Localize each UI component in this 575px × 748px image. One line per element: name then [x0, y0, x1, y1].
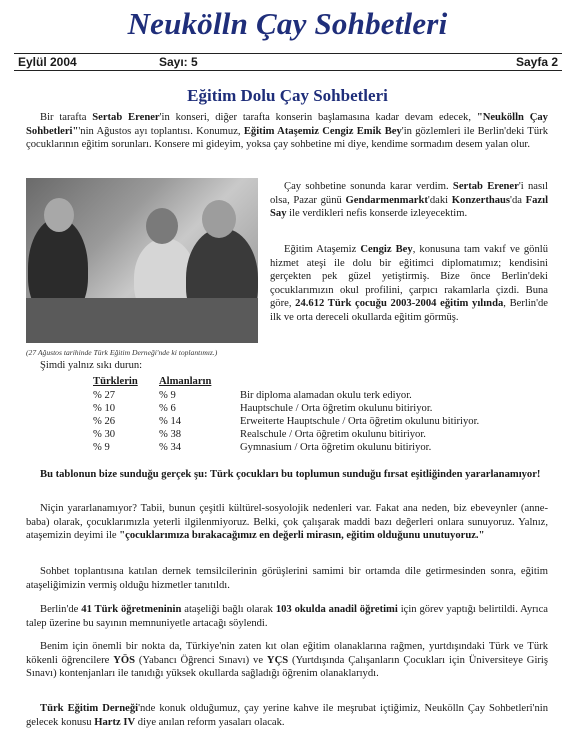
table-intro: Şimdi yalnız sıkı durun:	[40, 360, 143, 371]
header-turks: Türklerin	[93, 376, 138, 387]
masthead-title: Neukölln Çay Sohbetleri	[127, 6, 448, 41]
cell-de: % 14	[159, 416, 182, 427]
issue-number: Sayı: 5	[159, 55, 198, 69]
cell-desc: Gymnasium / Orta öğretim okulunu bitiriyor.	[240, 442, 432, 453]
cell-tr: % 27	[93, 390, 116, 401]
event-photo	[26, 178, 258, 343]
cell-tr: % 30	[93, 429, 116, 440]
issue-bar	[14, 53, 562, 71]
paragraph-attache: Eğitim Ataşemiz Cengiz Bey, konusuna tam vakıf ve gönlü hizmet ateşi ile dolu bir eğitimci diplomatımız; kendisini gerçekten pek güzel yetiştirmiş. Bize önce Berlin'deki çocuklarımızın okul profilini, çarpıcı rakamlarla çizdi. Buna göre, 24.612 Türk çocuğu 2003-2004 eğitim yılında, Berlin'de ilk ve orta dereceli okullarda eğitim görmüş.	[270, 244, 548, 323]
header-germans: Almanların	[159, 376, 212, 387]
paragraph-teachers: Berlin'de 41 Türk öğretmeninin ataşeliği bağlı olarak 103 okulda anadil öğretimi için görev yaptığı belirtildi. Ayrıca talep üzerine bu sayının memnuniyetle artacağı söylendi.	[26, 604, 548, 629]
paragraph-intro: Bir tarafta Sertab Erener'in konseri, diğer tarafta konserin başlamasına kadar devam edecek, "Neukölln Çay Sohbetleri"'nin Ağustos ayı toplantısı. Konumuz, Eğitim Ataşemiz Cengiz Emik Bey'in gözlemleri ile Berlin'deki Türk çocuklarının eğitim sorunları. Konsere mi gideyim, yoksa çay sohbetine mi diye, kendime sormadım desem yalan olur.	[26, 112, 548, 150]
cell-de: % 9	[159, 390, 176, 401]
cell-desc: Erweiterte Hauptschule / Orta öğretim okulunu bitiriyor.	[240, 416, 480, 427]
paragraph-reasons: Niçin yararlanamıyor? Tabii, bunun çeşitli kültürel-sosyolojik nedenleri var. Fakat ana neden, biz ebeveynler (anne-baba) olarak, çocuklarımızla yeterli ilgilenmiyoruz. Belki, çok çalışarak maddi bazı değerleri onlara sunuyoruz. Yalnız, ataşemizin deyimi ile "çocuklarımıza bırakacağımız en değerli mirasın, eğitim olduğunu unutuyoruz."	[26, 503, 548, 541]
paragraph-next-topic: Türk Eğitim Derneği'nde konuk olduğumuz, çay yerine kahve ile meşrubat içtiğimiz, Neukölln Çay Sohbetleri'nin gelecek konusu Hartz IV diye anılan reform yasaları olacak.	[26, 703, 549, 728]
issue-date: Eylül 2004	[18, 55, 77, 69]
cell-tr: % 10	[93, 403, 116, 414]
paragraph-conclusion: Bu tablonun bize sunduğu gerçek şu: Türk çocukları bu toplumun sunduğu fırsat eşitliğinden yararlanamıyor!	[40, 469, 541, 480]
cell-desc: Realschule / Orta öğretim okulunu bitiriyor.	[240, 429, 426, 440]
photo-caption: (27 Ağustos tarihinde Türk Eğitim Derneği'nde ki toplantımız.)	[26, 348, 218, 357]
article-headline: Eğitim Dolu Çay Sohbetleri	[187, 86, 388, 105]
cell-desc: Hauptschule / Orta öğretim okulunu bitiriyor.	[240, 403, 433, 414]
page-number: Sayfa 2	[515, 55, 558, 69]
cell-desc: Bir diploma alamadan okulu terk ediyor.	[240, 390, 412, 401]
cell-tr: % 26	[93, 416, 116, 427]
paragraph-decision: Çay sohbetine sonunda karar verdim. Sertab Erener'i nasıl olsa, Pazar günü Gendarmenmarkt'daki Konzerthaus'da Fazıl Say ile verdikleri nefis konserde izleyecektim.	[270, 181, 549, 219]
paragraph-exams: Benim için önemli bir nokta da, Türkiye'nin zaten kıt olan eğitim olanaklarına rağmen, yurtdışındaki Türk ve Türk kökenli öğrencilere YÖS (Yabancı Öğrenci Sınavı) ve YÇS (Yurtdışında Çalışanların Çocukları için Üniversiteye Giriş Sınavı) kontenjanları ile tanıdığı yüksek okullarda sağladığı öğrenim olanaklarıydı.	[26, 641, 548, 679]
cell-de: % 38	[159, 429, 182, 440]
cell-tr: % 9	[93, 442, 110, 453]
paragraph-services: Sohbet toplantısına katılan dernek temsilcilerinin görüşlerini samimi bir ortamda dile getirmesinden sonra, eğitim ataşeliğimizin vermiş olduğu hizmetler tanıtıldı.	[26, 566, 548, 591]
cell-de: % 34	[159, 442, 182, 453]
cell-de: % 6	[159, 403, 176, 414]
